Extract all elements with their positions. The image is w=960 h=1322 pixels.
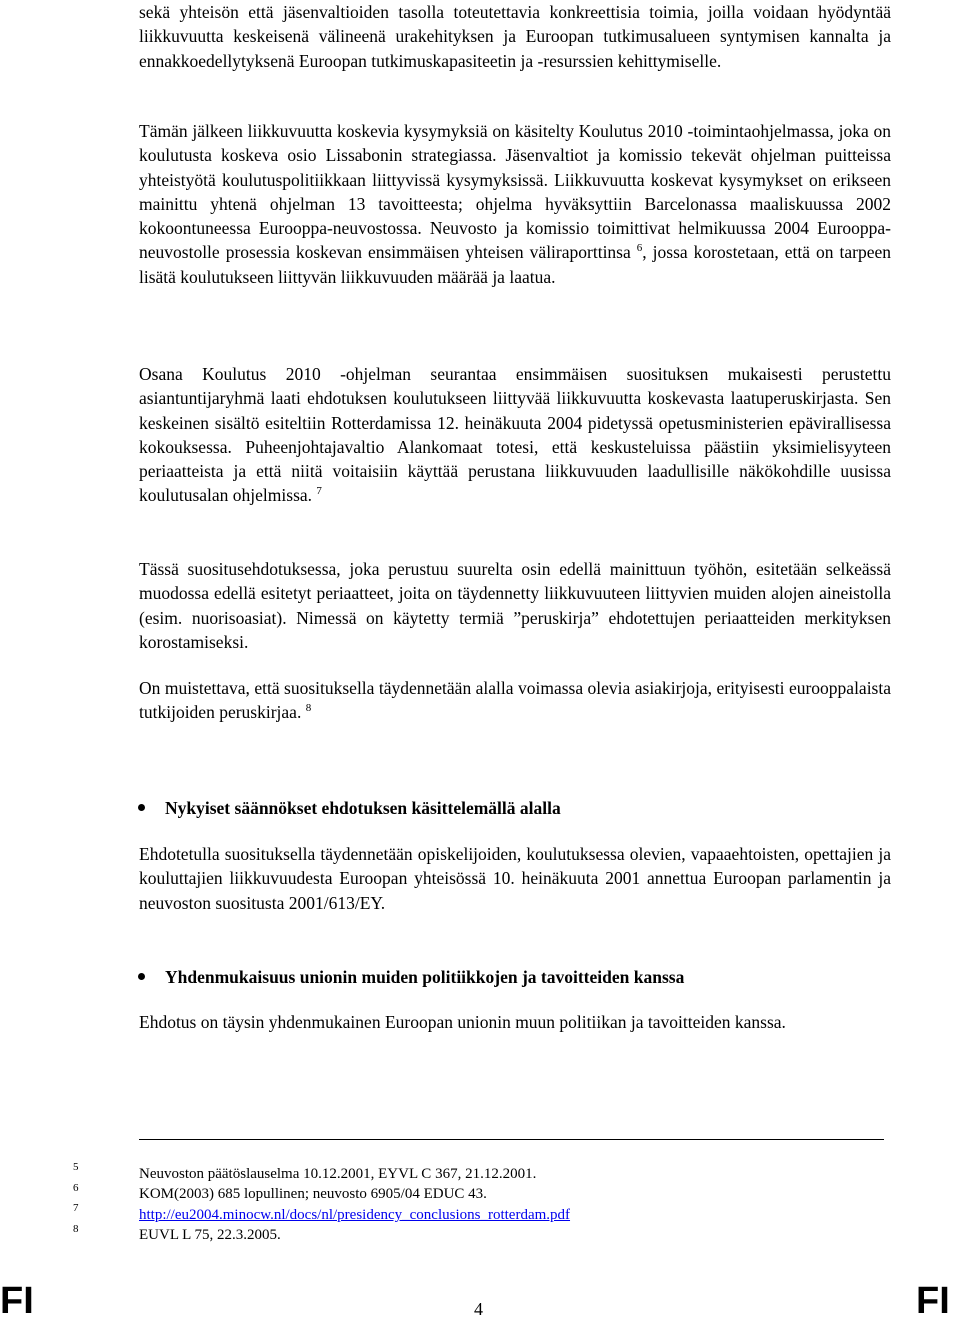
footer-language-left: FI [0, 1280, 34, 1322]
paragraph-line: Jäsenvaltiot ja komissio tekevät ohjelman puitteissa yhteistyötä koulutuspolitiikkaan [139, 145, 892, 190]
paragraph-line: tutkimusalueen syntymisen kannalta ja ennakkoedellytyksenä Euroopan [139, 26, 891, 71]
paragraph-line: vapaaehtoisten, opettajien ja kouluttajien liikkuvuudesta Euroopan yhteisössä [139, 844, 891, 889]
paragraph-line: Ehdotetulla suosituksella täydennetään opiskelijoiden, koulutuksessa olevien, [139, 844, 686, 864]
paragraph-line: Tässä suositusehdotuksessa, joka perustuu suurelta osin edellä mainittuun työhön, [139, 559, 748, 579]
paragraph-line: 10. heinäkuuta 2001 annettua Euroopan parlamentin ja neuvoston suositusta [139, 868, 891, 913]
paragraph-4 [139, 557, 891, 654]
paragraph-line-text: , [642, 242, 647, 263]
paragraph-line-text: näkökohdille uusissa koulutusalan ohjelmissa. [139, 461, 891, 506]
footnote-link[interactable]: http://eu2004.minocw.nl/docs/nl/presidency_conclusions_rotterdam.pdf [139, 1207, 571, 1223]
footnote-divider [139, 1139, 884, 1140]
footnote-number: 8 [73, 1223, 79, 1235]
footnote-number: 5 [73, 1161, 79, 1173]
footnote-ref-6[interactable]: 6 [636, 242, 643, 255]
paragraph-line: kokoontuneessa Eurooppa-neuvostossa. Neuvosto ja komissio toimittivat helmikuussa [139, 218, 766, 239]
bullet-icon [138, 973, 145, 980]
footnote-ref-8[interactable]: 8 [305, 702, 312, 715]
section-body-consistency [139, 1010, 891, 1034]
paragraph-line: voidaan hyödyntää liikkuvuutta keskeisenä välineenä urakehityksen ja Euroopan [139, 2, 892, 47]
paragraph-line: liittyvissä kysymyksissä. Liikkuvuutta koskevat kysymykset on erikseen mainittu [139, 169, 891, 214]
paragraph-line: Puheenjohtajavaltio Alankomaat totesi, että keskusteluissa päästiin yksimielisyyteen [245, 436, 891, 457]
paragraph-line: On muistettava, että suosituksella täydennetään alalla voimassa olevia asiakirjoja, [139, 678, 713, 698]
paragraph-line: liikkuvuuteen liittyvien muiden alojen aineistolla (esim. nuorisoasiat). Nimessä on [139, 583, 891, 628]
paragraph-line: esitetään selkeässä muodossa edellä esitetyt periaatteet, joita on täydennetty [139, 559, 892, 604]
paragraph-line: käytetty termiä ”peruskirja” ehdotettujen periaatteiden merkityksen korostamiseksi. [139, 607, 892, 652]
footnote-ref-7[interactable]: 7 [316, 485, 322, 498]
paragraph-line: koskevasta laatuperuskirjasta. Sen keskeinen sisältö esiteltiin Rotterdamissa [139, 388, 891, 433]
paragraph-line-text: erityisesti eurooppalaista tutkijoiden peruskirjaa. [139, 678, 891, 723]
page-number: 4 [474, 1299, 483, 1319]
section-heading-consistency: Yhdenmukaisuus unionin muiden politiikkojen ja tavoitteiden kanssa [165, 967, 685, 987]
paragraph-line: yhtenä ohjelman 13 tavoitteesta; ohjelma hyväksyttiin Barcelonassa maaliskuussa 2002 [210, 193, 892, 214]
bullet-icon [138, 804, 145, 811]
footer-language-right: FI [916, 1280, 950, 1322]
footnote-text: KOM(2003) 685 lopullinen; neuvosto 6905/04 EDUC 43. [139, 1186, 487, 1202]
footnote-number: 6 [73, 1182, 79, 1194]
section-body-current-provisions [139, 842, 891, 915]
paragraph-line: -toimintaohjelmassa, joka on koulutusta koskeva osio Lissabonin strategiassa. [139, 121, 891, 166]
paragraph-line-text: 2004 Eurooppa-neuvostolle prosessia koskevan ensimmäisen yhteisen väliraporttinsa [139, 218, 891, 263]
paragraph-line: kanssa. [734, 1012, 786, 1032]
paragraph-line: jossa korostetaan, että on tarpeen lisätä koulutukseen liittyvän liikkuvuuden määrää ja [139, 242, 892, 287]
footnote-number: 7 [73, 1202, 79, 1214]
section-heading-current-provisions: Nykyiset säännökset ehdotuksen käsittelemällä alalla [165, 798, 561, 818]
paragraph-5 [139, 676, 891, 725]
paragraph-line: 12. heinäkuuta 2004 pidetyssä opetusministerien epävirallisessa kokouksessa. [139, 412, 892, 457]
paragraph-line: periaatteista ja että niitä voitaisiin käyttää perustana liikkuvuuden laadullisille [139, 461, 730, 482]
paragraph-line: Ehdotus on täysin yhdenmukainen Euroopan unionin muun politiikan ja tavoitteiden [139, 1012, 731, 1032]
paragraph-line: sekä yhteisön että jäsenvaltioiden tasolla toteutettavia konkreettisia toimia, joilla [139, 2, 744, 22]
paragraph-line: Tämän jälkeen liikkuvuutta koskevia kysymyksiä on käsitelty Koulutus 2010 [139, 121, 683, 141]
paragraph-line: tutkimuskapasiteetin ja -resurssien kehittymiselle. [371, 50, 722, 71]
paragraph-line: Osana Koulutus 2010 -ohjelman seurantaa ensimmäisen suosituksen mukaisesti [139, 364, 803, 384]
footnote-text: EUVL L 75, 22.3.2005. [139, 1227, 281, 1243]
paragraph-2 [139, 119, 891, 289]
footnote-text: Neuvoston päätöslauselma 10.12.2001, EYVL C 367, 21.12.2001. [139, 1166, 537, 1182]
paragraph-line: laatua. [509, 266, 556, 287]
paragraph-line: perustettu asiantuntijaryhmä laati ehdotuksen koulutukseen liittyvää liikkuvuutta [139, 364, 892, 409]
paragraph-3 [139, 362, 891, 508]
paragraph-1 [139, 0, 891, 73]
paragraph-line: 2001/613/EY. [288, 892, 386, 913]
